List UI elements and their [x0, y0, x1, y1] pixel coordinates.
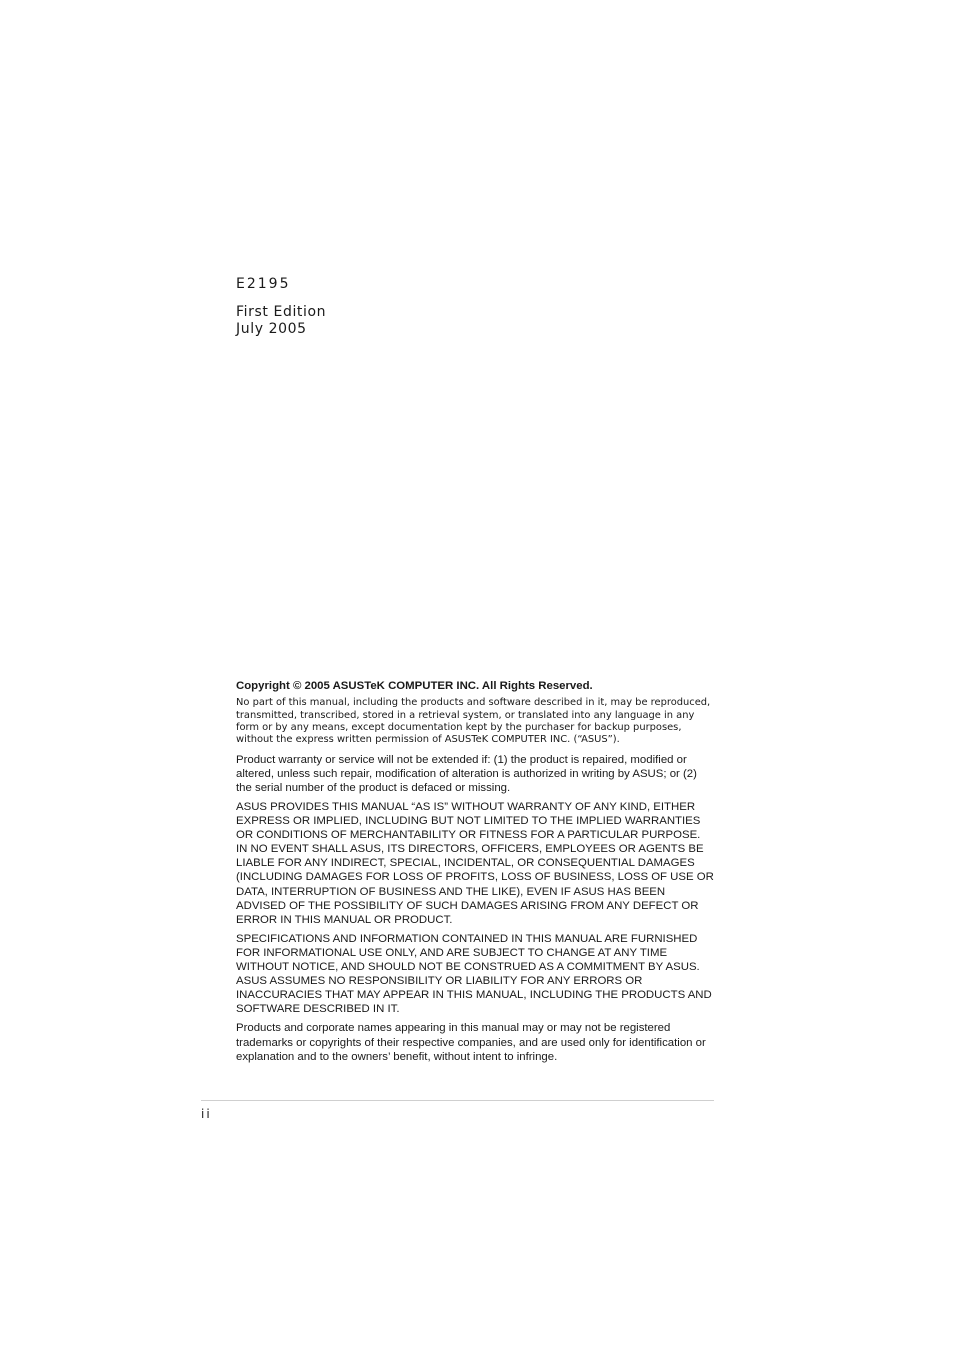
title-block: [236, 275, 326, 338]
page-number: ii: [201, 1107, 212, 1121]
copyright-line: Copyright © 2005 ASUSTeK COMPUTER INC. All Rights Reserved.: [236, 680, 593, 692]
legal-notice: [236, 679, 714, 1069]
specifications-paragraph: SPECIFICATIONS AND INFORMATION CONTAINED IN THIS MANUAL ARE FURNISHED FOR INFORMATIONAL USE ONLY, AND ARE SUBJECT TO CHANGE AT ANY TIME WITHOUT NOTICE, AND SHOULD NOT BE CONSTRUED AS A COMMITMENT BY ASUS. ASUS ASSUMES NO RESPONSIBILITY OR LIABILITY FOR ANY ERRORS OR INACCURACIES THAT MAY APPEAR IN THIS MANUAL, INCLUDING THE PRODUCTS AND SOFTWARE DESCRIBED IN IT.: [236, 932, 712, 1016]
footer-divider: [201, 1100, 714, 1101]
edition-label: First Edition: [236, 304, 327, 320]
edition-date: July 2005: [236, 321, 307, 337]
document-code: E2195: [236, 276, 291, 292]
reproduction-paragraph: No part of this manual, including the products and software described in it, may be reproduced, transmitted, transcribed, stored in a retrieval system, or translated into any language in any form or by any means, except documentation kept by the purchaser for backup purposes, without the express written permission of ASUSTeK COMPUTER INC. (“ASUS”).: [236, 697, 711, 746]
trademarks-paragraph: Products and corporate names appearing in this manual may or may not be registered trademarks or copyrights of their respective companies, and are used only for identification or explanation and to the owners’ benefit, without intent to infringe.: [236, 1022, 706, 1063]
disclaimer-paragraph: ASUS PROVIDES THIS MANUAL “AS IS” WITHOUT WARRANTY OF ANY KIND, EITHER EXPRESS OR IMPLIED, INCLUDING BUT NOT LIMITED TO THE IMPLIED WARRANTIES OR CONDITIONS OF MERCHANTABILITY OR FITNESS FOR A PARTICULAR PURPOSE. IN NO EVENT SHALL ASUS, ITS DIRECTORS, OFFICERS, EMPLOYEES OR AGENTS BE LIABLE FOR ANY INDIRECT, SPECIAL, INCIDENTAL, OR CONSEQUENTIAL DAMAGES (INCLUDING DAMAGES FOR LOSS OF PROFITS, LOSS OF BUSINESS, LOSS OF USE OR DATA, INTERRUPTION OF BUSINESS AND THE LIKE), EVEN IF ASUS HAS BEEN ADVISED OF THE POSSIBILITY OF SUCH DAMAGES ARISING FROM ANY DEFECT OR ERROR IN THIS MANUAL OR PRODUCT.: [236, 801, 714, 926]
warranty-paragraph: Product warranty or service will not be extended if: (1) the product is repaired, modified or altered, unless such repair, modification of alteration is authorized in writing by ASUS; or (2) the serial number of the product is defaced or missing.: [236, 753, 697, 794]
